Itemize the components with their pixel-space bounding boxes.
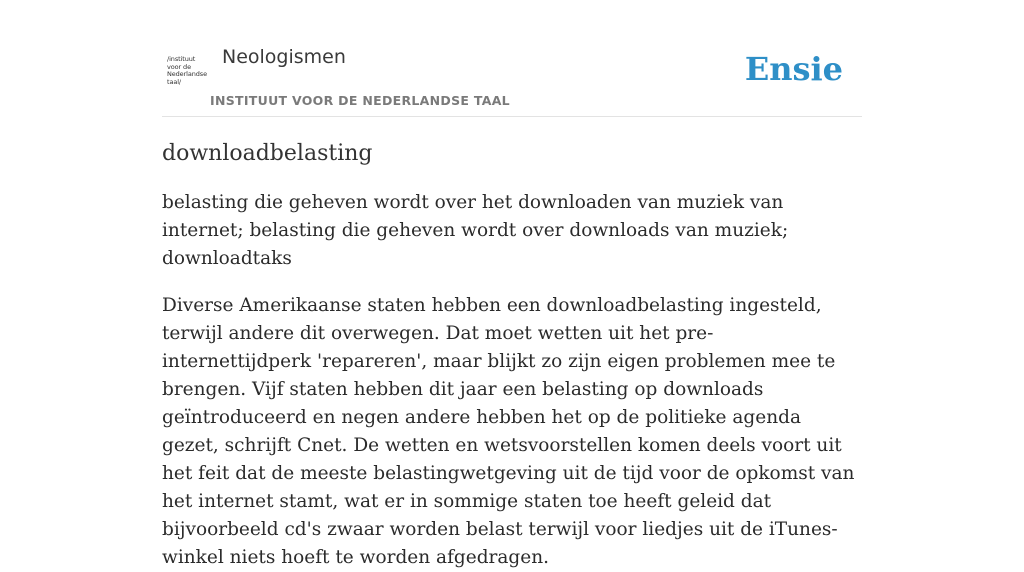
entry-definition: belasting die geheven wordt over het downloaden van muziek van internet; belasting die geheven wordt over downloads van muziek; downloadtaks	[162, 192, 789, 269]
ivdnt-logo[interactable]	[167, 56, 207, 90]
logo-line: taal/	[167, 77, 182, 86]
ensie-logo[interactable]: Ensie	[744, 50, 843, 88]
site-header	[162, 40, 862, 117]
entry-content	[162, 138, 862, 572]
collection-title[interactable]: Neologismen	[222, 46, 346, 68]
logo-line: voor de	[167, 62, 191, 71]
entry-headword: downloadbelasting	[162, 141, 373, 166]
entry-example: Diverse Amerikaanse staten hebben een downloadbelasting ingesteld, terwijl andere dit overwegen. Dat moet wetten uit het pre-internettijdperk 'repareren', maar blijkt zo zijn eigen problemen mee te brengen. Vijf staten hebben dit jaar een belasting op downloads geïntroduceerd en negen andere hebben het op de politieke agenda gezet, schrijft Cnet. De wetten en wetsvoorstellen komen deels voort uit het feit dat de meeste belastingwetgeving uit de tijd voor de opkomst van het internet stamt, wat er in sommige staten toe heeft geleid dat bijvoorbeeld cd's zwaar worden belast terwijl voor liedjes uit de iTunes-winkel niets hoeft te worden afgedragen.	[162, 295, 855, 568]
logo-line: /instituut	[167, 55, 196, 63]
publisher-name: INSTITUUT VOOR DE NEDERLANDSE TAAL	[210, 93, 510, 108]
logo-line: Nederlandse	[167, 70, 207, 79]
